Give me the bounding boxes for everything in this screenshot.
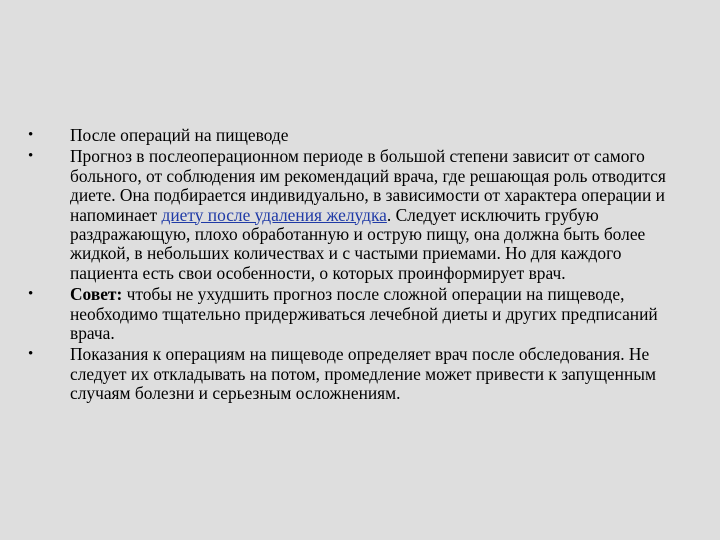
- bullet-text-after-link: . Следует исключить грубую раздражающую, плохо обработанную и острую пищу, она должна быть более жидкой, в небольших количествах и с частыми приемами. Но для каждого пациента есть свои особенности, о которых проинформирует врач.: [70, 204, 646, 283]
- bullet-text: [70, 285, 688, 343]
- bullet-item-4: [28, 345, 688, 403]
- bullet-text: Показания к операциям на пищеводе определяет врач после обследования. Не следует их откладывать на потом, промедление может привести к запущенным случаям болезни и серьезным осложнениям.: [70, 344, 656, 404]
- bullet-text: [70, 147, 688, 283]
- bullet-list: [28, 126, 688, 406]
- bullet-icon: •: [28, 346, 34, 363]
- bullet-item-2: [28, 147, 688, 283]
- bullet-item-3: [28, 285, 688, 343]
- bullet-icon: •: [28, 286, 34, 303]
- advice-label: Совет:: [70, 284, 123, 305]
- bullet-text-before-link: Прогноз в послеоперационном периоде в большой степени зависит от самого больного, от соблюдения им рекомендаций врача, где решающая роль отводится диете. Она подбирается индивидуально, в зависимости от характера операции и напоминает: [70, 146, 666, 225]
- bullet-icon: •: [28, 148, 34, 165]
- bullet-text: После операций на пищеводе: [70, 125, 289, 145]
- diet-after-gastrectomy-link[interactable]: диету после удаления желудка: [161, 204, 387, 225]
- bullet-icon: •: [28, 127, 34, 143]
- bullet-item-1: [28, 126, 688, 145]
- advice-text: чтобы не ухудшить прогноз после сложной операции на пищеводе, необходимо тщательно придерживаться лечебной диеты и других предписаний врача.: [70, 284, 658, 344]
